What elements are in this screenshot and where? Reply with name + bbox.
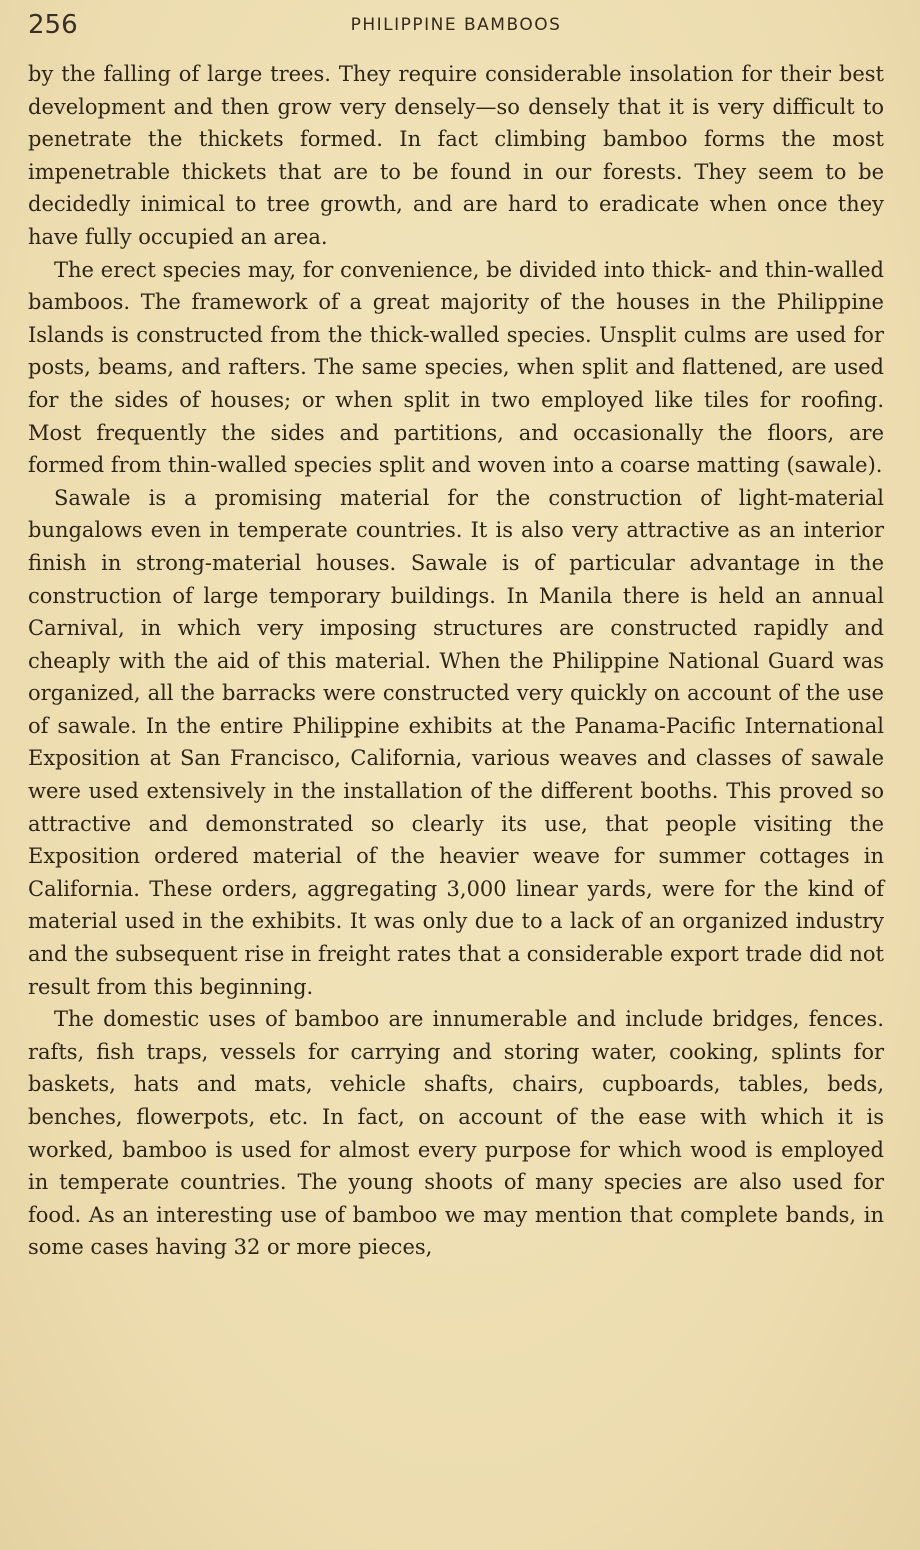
paragraph-erect-species: The erect species may, for convenience, be divided into thick- and thin-walled bamboos. The framework of a great majority of the houses in the Philippine Islands is constructed from the thick-walled species. Unsplit culms are used for posts, beams, and rafters. The same species, when split and flattened, are used for the sides of houses; or when split in two employed like tiles for roofing. Most frequently the sides and partitions, and occasionally the floors, are formed from thin-walled species split and woven into a coarse matting (sawale). xyxy=(28,257,884,478)
running-head: PHILIPPINE BAMBOOS xyxy=(350,15,562,35)
body-text xyxy=(28,58,884,1264)
paragraph-domestic-uses: The domestic uses of bamboo are innumerable and include bridges, fences. rafts, fish traps, vessels for carrying and storing water, cooking, splints for baskets, hats and mats, vehicle shafts, chairs, cupboards, tables, beds, benches, flowerpots, etc. In fact, on account of the ease with which it is worked, bamboo is used for almost every purpose for which wood is employed in temperate countries. The young shoots of many species are also used for food. As an interesting use of bamboo we may mention that complete bands, in some cases having 32 or more pieces, xyxy=(28,1007,884,1260)
page-header xyxy=(28,8,884,44)
paragraph-sawale: Sawale is a promising material for the construction of light-material bungalows even in temperate countries. It is also very attractive as an interior finish in strong-material houses. Sawale is of particular advantage in the construction of large temporary buildings. In Manila there is held an annual Carnival, in which very imposing structures are constructed rapidly and cheaply with the aid of this material. When the Philippine National Guard was organized, all the barracks were constructed very quickly on account of the use of sawale. In the entire Philippine exhibits at the Panama-Pacific International Exposition at San Francisco, California, various weaves and classes of sawale were used extensively in the installation of the different booths. This proved so attractive and demonstrated so clearly its use, that people visiting the Exposition ordered material of the heavier weave for summer cottages in California. These orders, aggregating 3,000 linear yards, were for the kind of material used in the exhibits. It was only due to a lack of an organized industry and the subsequent rise in freight rates that a considerable export trade did not result from this beginning. xyxy=(28,485,884,999)
page-number: 256 xyxy=(28,10,78,40)
paragraph-climbing-bamboo: by the falling of large trees. They require considerable insolation for their best development and then grow very densely—so densely that it is very difficult to penetrate the thickets formed. In fact climbing bamboo forms the most impenetrable thickets that are to be found in our forests. They seem to be decidedly inimical to tree growth, and are hard to eradicate when once they have fully occupied an area. xyxy=(28,62,884,249)
book-page xyxy=(28,8,884,1544)
